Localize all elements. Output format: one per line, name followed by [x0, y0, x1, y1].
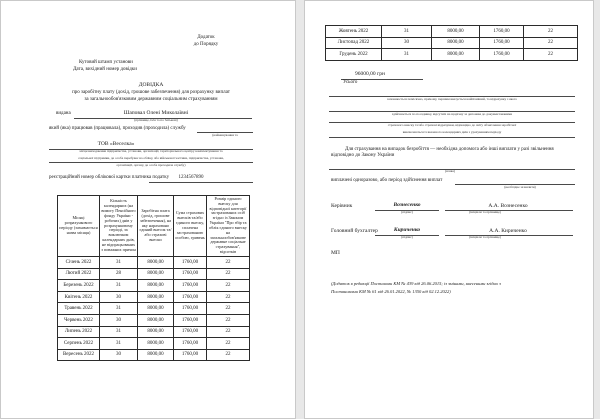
- cell-month: Жовтень 2022: [326, 26, 382, 38]
- cell-days: 28: [100, 268, 138, 280]
- organization-value: ТОВ «Веселка»: [97, 141, 135, 147]
- cell-rate: 22: [207, 338, 250, 350]
- document-subtitle-2: за загальнообов'язковим державним соціальним страхуванням: [84, 97, 218, 102]
- cell-days: 31: [100, 256, 138, 268]
- cell-days: 31: [100, 303, 138, 315]
- cell-days: 31: [100, 326, 138, 338]
- accountant-signature: Кириченко: [393, 227, 421, 233]
- document-subtitle-1: про заробітну плату (дохід, грошове забезпечення) для розрахунку виплат: [72, 90, 230, 95]
- cell-rate: 22: [207, 314, 250, 326]
- organization-hint-1: місцезнаходження підприємства, установи, організації, територіального центру комплектування та: [79, 149, 223, 153]
- accountant-label: Головний бухгалтер: [331, 228, 378, 234]
- footnote-line-1: (Додаток в редакції Постанови КМ № 439 від 26.06.2015; із змінами, внесеними згідно з: [331, 281, 501, 286]
- cell-days: 31: [100, 280, 138, 292]
- cell-rate: 22: [207, 349, 250, 361]
- table-body-page-1: [58, 256, 250, 360]
- note-line-4: виключаються із вказаного календарних днів з урахуванням періоду: [402, 130, 502, 134]
- tax-number-label: реєстраційний номер облікової картки платника податку: [49, 175, 170, 180]
- cell-rate: 22: [207, 256, 250, 268]
- accountant-name: А.А. Кириченко: [489, 228, 527, 234]
- table-header-salary: Заробітна плата (дохід, грошове забезпечення), на яку нараховано єдиний внесок та/або страхові внески: [138, 196, 174, 257]
- cell-month: Серпень 2022: [58, 338, 100, 350]
- table-row: [58, 256, 250, 268]
- cell-salary: 8000,00: [138, 291, 174, 303]
- cell-month: Червень 2022: [58, 314, 100, 326]
- cell-rate: 22: [207, 268, 250, 280]
- unemployment-hint: (назва): [445, 169, 455, 173]
- cell-salary: 8000,00: [138, 280, 174, 292]
- cell-days: 30: [100, 349, 138, 361]
- payment-hint: (необхідне зазначити): [504, 185, 536, 189]
- tax-rule: [149, 182, 253, 183]
- issued-hint: (прізвище, ім'я та по батькові): [134, 118, 178, 122]
- cell-rate: 22: [207, 291, 250, 303]
- organization-hint-3: організації, органу, де особа проходила службу): [116, 163, 186, 167]
- cell-rate: 22: [524, 26, 578, 38]
- cell-month: Вересень 2022: [58, 349, 100, 361]
- table-row: [326, 26, 578, 38]
- table-row: [58, 303, 250, 315]
- document-page-1: [0, 0, 296, 419]
- payment-label: виплачені одноразово, або період здійснення виплат: [331, 178, 443, 183]
- cell-contribution: 1760,00: [174, 314, 207, 326]
- cell-month: Листопад 2022: [326, 37, 382, 49]
- seal-mark: МП: [331, 250, 340, 256]
- table-header-days: Кількість календарних (на вимогу Пенсійного фонду України - робочих) днів у розрахунковому періоді, за виключком календарних днів, не відпрацьованих з поважних причин: [100, 196, 138, 257]
- cell-days: 31: [382, 26, 432, 38]
- cell-days: 30: [100, 291, 138, 303]
- issued-label: видана: [56, 111, 71, 116]
- cell-contribution: 1760,00: [174, 268, 207, 280]
- cell-contribution: 1760,00: [174, 280, 207, 292]
- table-row: [326, 49, 578, 61]
- organization-hint-2: соціальної підтримки, де особа перебуває на обліку, або військової частини, підприємства, установи,: [78, 156, 224, 160]
- table-row: [58, 326, 250, 338]
- cell-contribution: 1760,00: [174, 256, 207, 268]
- cell-contribution: 1760,00: [174, 349, 207, 361]
- table-row: [58, 280, 250, 292]
- tax-number-value: 1234567890: [178, 175, 204, 180]
- cell-days: 31: [382, 49, 432, 61]
- cell-month: Липень 2022: [58, 326, 100, 338]
- table-body-page-2: [326, 26, 578, 61]
- table-row: [58, 268, 250, 280]
- cell-contribution: 1760,00: [480, 26, 524, 38]
- cell-days: 30: [100, 314, 138, 326]
- salary-table-page-1: [57, 195, 250, 361]
- cell-salary: 8000,00: [432, 37, 480, 49]
- cell-contribution: 1760,00: [480, 49, 524, 61]
- cell-contribution: 1760,00: [174, 303, 207, 315]
- issued-value: Шаповал Олені Миколаївні: [123, 110, 189, 116]
- document-page-2: [304, 0, 594, 419]
- cell-days: 30: [382, 37, 432, 49]
- cell-month: Грудень 2022: [326, 49, 382, 61]
- cell-salary: 8000,00: [432, 26, 480, 38]
- manager-name-hint: (ініціали та прізвище): [469, 210, 501, 214]
- footnote-line-2: Постановами КМ № 61 від 26.01.2022, № 1350 від 02.12.2022): [331, 289, 451, 294]
- salary-table-page-2: [325, 25, 578, 61]
- cell-rate: 22: [524, 49, 578, 61]
- cell-salary: 8000,00: [138, 256, 174, 268]
- table-header-contribution: Сума страхових внесків та/або єдиного внеску, сплачена застрахованою особою, гривень: [174, 196, 207, 257]
- cell-days: 31: [100, 338, 138, 350]
- table-row: [58, 291, 250, 303]
- table-header-rate: Розмір єдиного внеску для відповідної категорії застрахованих осіб згідно із Законом України "Про збір та облік єдиного внеску на загальнообов'язкове державне соціальне страхування", відсотків: [207, 196, 250, 257]
- cell-salary: 8000,00: [432, 49, 480, 61]
- table-row: [58, 314, 250, 326]
- worked-label: який (яка) працював (працювала), проходив (проходила) службу: [49, 126, 186, 131]
- corner-stamp-line-1: Кутовий штамп установи: [79, 60, 133, 65]
- manager-label: Керівник: [331, 203, 353, 209]
- cell-month: Квітень 2022: [58, 291, 100, 303]
- cell-salary: 8000,00: [138, 303, 174, 315]
- cell-salary: 8000,00: [138, 349, 174, 361]
- manager-sign-hint: (підпис): [401, 210, 413, 214]
- unemployment-paragraph: Для страхування на випадок безробіття — необхідна допомога або інші виплати у разі звільнення відповідно до Закону України: [331, 147, 554, 158]
- table-header-row: [58, 196, 250, 257]
- cell-rate: 22: [207, 303, 250, 315]
- document-title: ДОВІДКА: [138, 82, 164, 88]
- total-label: Усього: [343, 80, 358, 85]
- annex-line-2: до Порядку: [193, 42, 219, 47]
- cell-month: Лютий 2022: [58, 268, 100, 280]
- note-line-2: здійснюється по посаднику, відсутніх на щорічну за депонава до документованими: [391, 112, 513, 116]
- corner-stamp-line-2: Дата, вихідний номер довідки: [73, 67, 137, 72]
- note-line-1: заповнюється помісячно, причому, першим вказується найпізніший, та відрахунку з якого: [387, 97, 517, 101]
- table-row: [58, 338, 250, 350]
- cell-contribution: 1760,00: [174, 338, 207, 350]
- cell-month: Січень 2022: [58, 256, 100, 268]
- cell-contribution: 1760,00: [480, 37, 524, 49]
- note-rule-4: [329, 137, 575, 138]
- table-row: [58, 349, 250, 361]
- cell-month: Березень 2022: [58, 280, 100, 292]
- table-row: [326, 37, 578, 49]
- manager-name: А.А. Вознесенко: [488, 203, 528, 209]
- cell-contribution: 1760,00: [174, 326, 207, 338]
- annex-line-1: Додаток: [197, 35, 215, 40]
- accountant-sign-hint: (підпис): [401, 235, 413, 239]
- cell-contribution: 1760,00: [174, 291, 207, 303]
- manager-signature: Вознесенко: [393, 202, 421, 208]
- worked-hint: (найменування та: [212, 133, 238, 137]
- cell-month: Травень 2022: [58, 303, 100, 315]
- cell-rate: 22: [207, 280, 250, 292]
- cell-rate: 22: [207, 326, 250, 338]
- cell-salary: 8000,00: [138, 338, 174, 350]
- total-value: 96000,00 грн: [355, 71, 385, 77]
- cell-salary: 8000,00: [138, 326, 174, 338]
- table-header-month: Місяці розрахункового періоду (зазначається назва місяця): [58, 196, 100, 257]
- note-line-3: страхового внеску та/або страхові відрахунки, відповідно до звіту обчислення заробітної: [387, 123, 517, 127]
- cell-rate: 22: [524, 37, 578, 49]
- accountant-name-hint: (ініціали та прізвище): [469, 235, 501, 239]
- cell-salary: 8000,00: [138, 268, 174, 280]
- cell-salary: 8000,00: [138, 314, 174, 326]
